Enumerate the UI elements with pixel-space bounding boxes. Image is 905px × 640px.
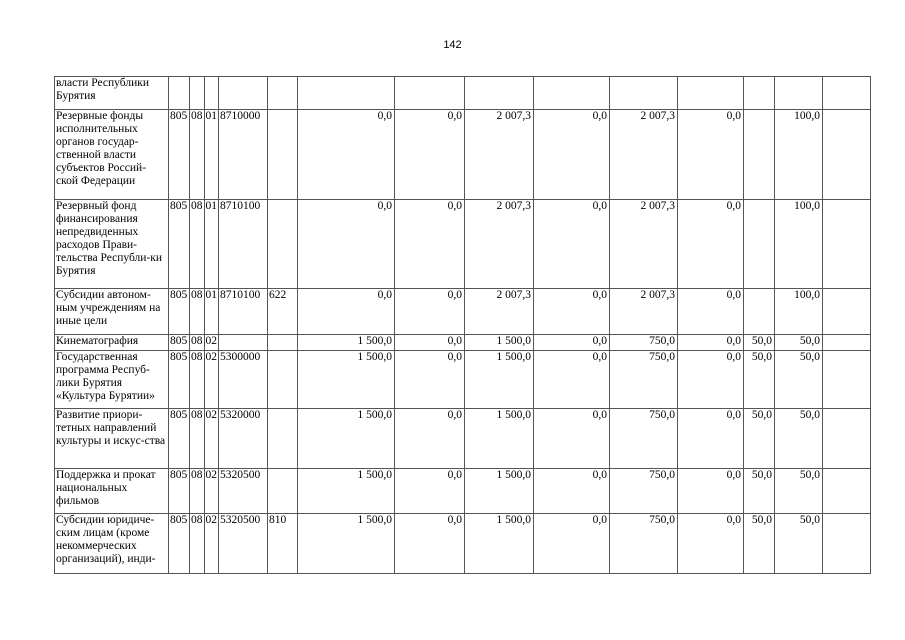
value-cell — [678, 77, 744, 110]
value-cell: 0,0 — [395, 514, 465, 574]
value-cell: 0,0 — [678, 335, 744, 351]
table-row — [55, 289, 871, 335]
row-name: Поддержка и прокат национальных фильмов — [55, 469, 169, 514]
value-cell: 0,0 — [298, 110, 395, 200]
row-name: Субсидии автоном-ным учреждениям на иные цели — [55, 289, 169, 335]
value-cell: 1 500,0 — [298, 514, 395, 574]
value-cell: 750,0 — [610, 514, 678, 574]
code-type — [268, 200, 298, 289]
code-subsection: 02 — [204, 469, 219, 514]
row-name: Развитие приори-тетных направлений культуры и искус-ства — [55, 409, 169, 469]
value-cell: 50,0 — [744, 335, 775, 351]
value-cell — [744, 200, 775, 289]
row-name: Субсидии юридиче-ским лицам (кроме некоммерческих организаций), инди- — [55, 514, 169, 574]
code-type: 810 — [268, 514, 298, 574]
value-cell — [744, 77, 775, 110]
code-section: 08 — [190, 335, 205, 351]
value-cell: 0,0 — [534, 514, 610, 574]
value-cell: 0,0 — [678, 200, 744, 289]
code-target: 8710000 — [219, 110, 268, 200]
value-cell: 0,0 — [534, 289, 610, 335]
code-target — [219, 77, 268, 110]
value-cell — [823, 469, 871, 514]
table-row — [55, 335, 871, 351]
value-cell: 0,0 — [395, 409, 465, 469]
value-cell — [823, 351, 871, 409]
code-type — [268, 110, 298, 200]
row-name: Государственная программа Респуб-лики Бурятия «Культура Бурятии» — [55, 351, 169, 409]
row-name: Резервные фонды исполнительных органов государ-ственной власти субъектов Россий-ской Федерации — [55, 110, 169, 200]
value-cell — [610, 77, 678, 110]
code-target: 8710100 — [219, 289, 268, 335]
value-cell: 2 007,3 — [465, 200, 534, 289]
value-cell: 0,0 — [395, 289, 465, 335]
value-cell: 0,0 — [395, 351, 465, 409]
value-cell: 0,0 — [395, 469, 465, 514]
value-cell: 750,0 — [610, 335, 678, 351]
value-cell: 1 500,0 — [298, 469, 395, 514]
code-subsection: 02 — [204, 351, 219, 409]
table-row — [55, 110, 871, 200]
code-type — [268, 409, 298, 469]
value-cell: 50,0 — [775, 335, 823, 351]
value-cell: 100,0 — [775, 289, 823, 335]
value-cell — [823, 289, 871, 335]
value-cell — [775, 77, 823, 110]
code-gr: 805 — [169, 409, 190, 469]
table-row — [55, 351, 871, 409]
value-cell: 1 500,0 — [465, 409, 534, 469]
value-cell: 50,0 — [775, 409, 823, 469]
value-cell — [465, 77, 534, 110]
page-number: 142 — [443, 39, 462, 51]
code-gr — [169, 77, 190, 110]
value-cell — [823, 335, 871, 351]
value-cell — [534, 77, 610, 110]
code-gr: 805 — [169, 289, 190, 335]
code-section: 08 — [190, 289, 205, 335]
code-subsection: 01 — [204, 110, 219, 200]
value-cell: 750,0 — [610, 469, 678, 514]
value-cell: 0,0 — [395, 110, 465, 200]
code-subsection: 02 — [204, 514, 219, 574]
code-section: 08 — [190, 409, 205, 469]
value-cell: 0,0 — [678, 289, 744, 335]
value-cell: 0,0 — [678, 351, 744, 409]
code-type — [268, 351, 298, 409]
value-cell — [823, 77, 871, 110]
budget-table — [54, 76, 871, 574]
value-cell: 1 500,0 — [298, 351, 395, 409]
value-cell: 0,0 — [678, 514, 744, 574]
value-cell: 0,0 — [298, 289, 395, 335]
value-cell: 1 500,0 — [298, 335, 395, 351]
value-cell: 1 500,0 — [465, 335, 534, 351]
row-name: Кинематография — [55, 335, 169, 351]
value-cell: 1 500,0 — [298, 409, 395, 469]
value-cell — [744, 110, 775, 200]
value-cell: 50,0 — [775, 351, 823, 409]
value-cell: 0,0 — [534, 409, 610, 469]
value-cell: 50,0 — [744, 409, 775, 469]
table-row — [55, 469, 871, 514]
value-cell: 50,0 — [744, 514, 775, 574]
table-row — [55, 77, 871, 110]
value-cell: 0,0 — [534, 110, 610, 200]
code-type — [268, 469, 298, 514]
value-cell: 0,0 — [395, 200, 465, 289]
value-cell: 50,0 — [744, 469, 775, 514]
value-cell: 2 007,3 — [610, 110, 678, 200]
table-row — [55, 409, 871, 469]
code-subsection: 02 — [204, 335, 219, 351]
code-section: 08 — [190, 351, 205, 409]
value-cell — [298, 77, 395, 110]
code-target: 5300000 — [219, 351, 268, 409]
value-cell: 750,0 — [610, 351, 678, 409]
row-name: Резервный фонд финансирования непредвиденных расходов Прави-тельства Республи-ки Бурятия — [55, 200, 169, 289]
value-cell: 1 500,0 — [465, 514, 534, 574]
value-cell — [744, 289, 775, 335]
code-section: 08 — [190, 469, 205, 514]
code-subsection: 01 — [204, 200, 219, 289]
code-target: 5320000 — [219, 409, 268, 469]
value-cell: 0,0 — [534, 351, 610, 409]
code-subsection — [204, 77, 219, 110]
value-cell — [823, 200, 871, 289]
code-type — [268, 335, 298, 351]
value-cell: 1 500,0 — [465, 351, 534, 409]
value-cell: 100,0 — [775, 110, 823, 200]
code-gr: 805 — [169, 351, 190, 409]
code-section: 08 — [190, 110, 205, 200]
code-gr: 805 — [169, 514, 190, 574]
value-cell: 2 007,3 — [610, 200, 678, 289]
value-cell — [395, 77, 465, 110]
value-cell: 2 007,3 — [465, 289, 534, 335]
value-cell: 0,0 — [534, 469, 610, 514]
code-subsection: 02 — [204, 409, 219, 469]
value-cell: 2 007,3 — [465, 110, 534, 200]
code-target: 8710100 — [219, 200, 268, 289]
value-cell: 0,0 — [534, 335, 610, 351]
code-type: 622 — [268, 289, 298, 335]
code-gr: 805 — [169, 335, 190, 351]
value-cell: 1 500,0 — [465, 469, 534, 514]
value-cell: 100,0 — [775, 200, 823, 289]
code-section: 08 — [190, 514, 205, 574]
code-target: 5320500 — [219, 514, 268, 574]
code-target — [219, 335, 268, 351]
code-type — [268, 77, 298, 110]
value-cell: 0,0 — [534, 200, 610, 289]
code-section — [190, 77, 205, 110]
value-cell: 0,0 — [678, 110, 744, 200]
table-row — [55, 200, 871, 289]
code-section: 08 — [190, 200, 205, 289]
value-cell — [823, 409, 871, 469]
value-cell: 750,0 — [610, 409, 678, 469]
value-cell: 50,0 — [744, 351, 775, 409]
value-cell — [823, 110, 871, 200]
table-row — [55, 514, 871, 574]
value-cell — [823, 514, 871, 574]
code-target: 5320500 — [219, 469, 268, 514]
value-cell: 50,0 — [775, 514, 823, 574]
value-cell: 50,0 — [775, 469, 823, 514]
row-name: власти Республики Бурятия — [55, 77, 169, 110]
value-cell: 0,0 — [678, 469, 744, 514]
value-cell: 0,0 — [298, 200, 395, 289]
value-cell: 0,0 — [678, 409, 744, 469]
code-gr: 805 — [169, 110, 190, 200]
code-gr: 805 — [169, 469, 190, 514]
code-gr: 805 — [169, 200, 190, 289]
value-cell: 2 007,3 — [610, 289, 678, 335]
code-subsection: 01 — [204, 289, 219, 335]
value-cell: 0,0 — [395, 335, 465, 351]
